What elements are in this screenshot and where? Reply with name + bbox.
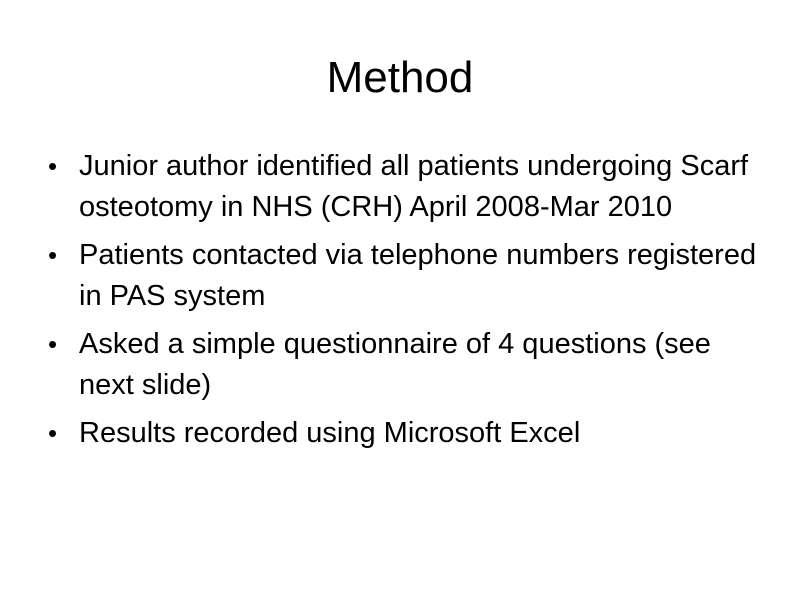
slide-title: Method [326, 53, 474, 102]
bullet-list [48, 146, 760, 461]
bullet-item [48, 413, 760, 454]
bullet-icon: • [48, 240, 58, 270]
bullet-text: Patients contacted via telephone numbers registered in PAS system [79, 239, 757, 312]
bullet-icon: • [48, 418, 58, 448]
bullet-item [48, 146, 760, 228]
bullet-item [48, 324, 760, 406]
bullet-icon: • [48, 151, 58, 181]
bullet-icon: • [48, 329, 58, 359]
bullet-text: Asked a simple questionnaire of 4 questions (see next slide) [79, 328, 711, 401]
bullet-text: Junior author identified all patients undergoing Scarf osteotomy in NHS (CRH) April 2008-Mar 2010 [79, 150, 749, 223]
bullet-text: Results recorded using Microsoft Excel [79, 417, 581, 449]
bullet-item [48, 235, 760, 317]
